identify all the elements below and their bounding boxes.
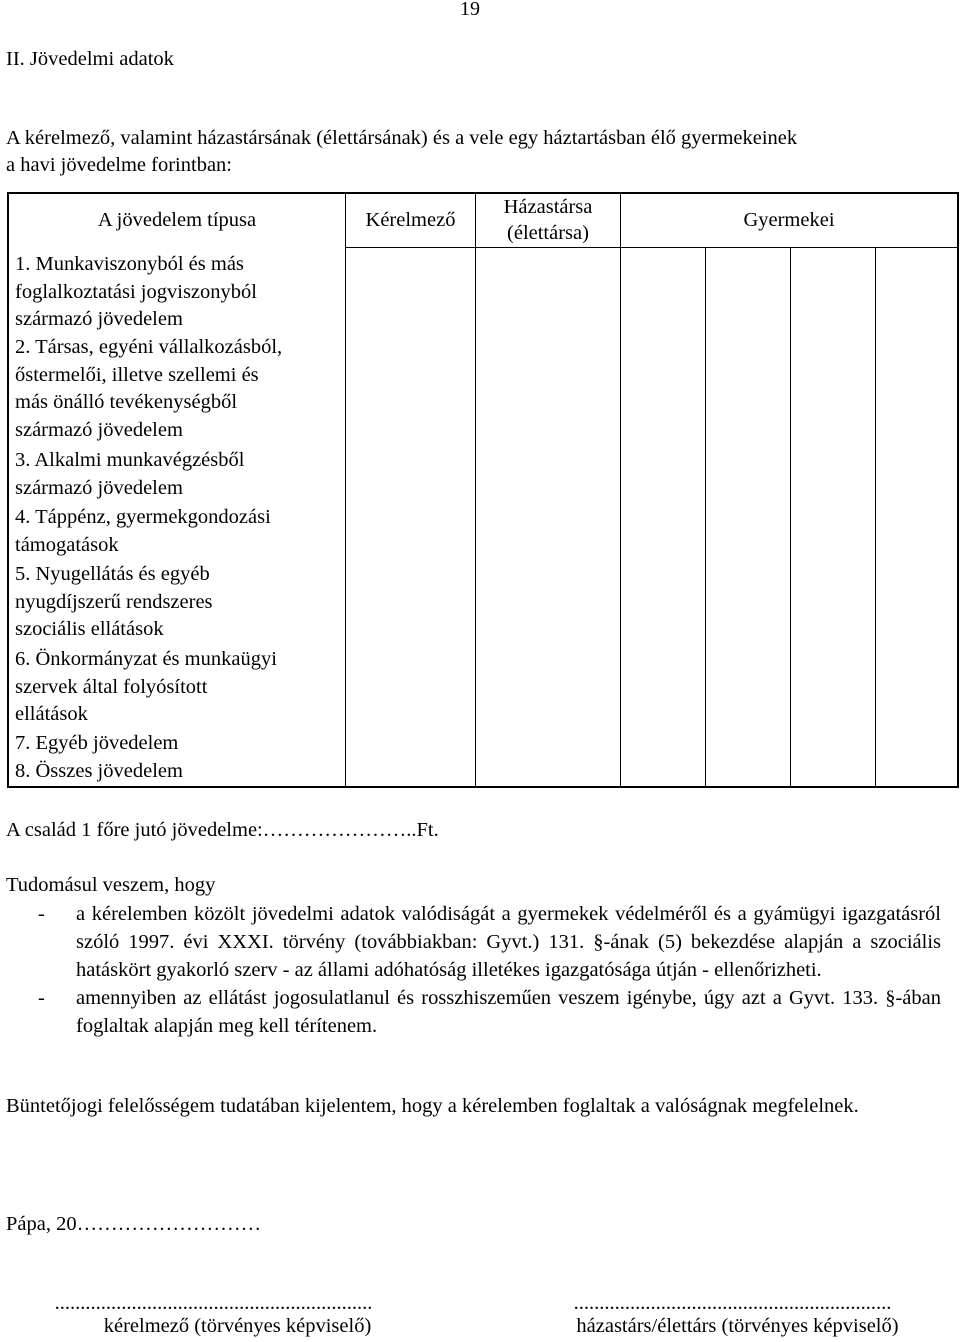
signature-label-applicant: kérelmező (törvényes képviselő) xyxy=(103,1315,372,1337)
signature-line-spouse: .............................................................. xyxy=(573,1292,892,1314)
table-bottom-border xyxy=(7,786,959,788)
signature-line-applicant: .............................................................. xyxy=(54,1292,373,1314)
page-number: 19 xyxy=(460,0,480,20)
acknowledge-list xyxy=(6,900,941,1040)
list-item xyxy=(6,900,941,984)
table-row: 1. Munkaviszonyból és más foglalkoztatási jogviszonyból származó jövedelem xyxy=(15,253,257,330)
intro-text-line-1: A kérelmező, valamint házastársának (élettársának) és a vele egy háztartásban élő gyermekeinek xyxy=(6,127,798,149)
column-divider xyxy=(790,247,791,788)
header-applicant: Kérelmező xyxy=(365,209,456,231)
header-spouse: Házastársa (élettársa) xyxy=(503,196,593,244)
place-date-field: Pápa, 20……………………… xyxy=(6,1213,262,1235)
dash-marker: - xyxy=(38,987,45,1009)
acknowledge-intro: Tudomásul veszem, hogy xyxy=(6,874,216,896)
intro-text-line-2: a havi jövedelme forintban: xyxy=(6,154,232,176)
table-row: 2. Társas, egyéni vállalkozásból, őstermelői, illetve szellemi és más önálló tevékenységből származó jövedelem xyxy=(15,336,283,441)
table-right-border xyxy=(957,192,959,788)
table-left-border xyxy=(7,192,9,788)
table-row: 6. Önkormányzat és munkaügyi szervek által folyósított ellátások xyxy=(15,648,277,725)
column-divider xyxy=(705,247,706,788)
header-bottom-border xyxy=(345,247,959,248)
table-row: 5. Nyugellátás és egyéb nyugdíjszerű rendszeres szociális ellátások xyxy=(15,563,213,640)
dash-marker: - xyxy=(38,903,45,925)
table-row: 4. Táppénz, gyermekgondozási támogatások xyxy=(15,506,271,556)
column-divider xyxy=(475,192,476,788)
list-item xyxy=(6,984,941,1040)
table-row: 7. Egyéb jövedelem xyxy=(15,732,179,754)
list-item-text: amennyiben az ellátást jogosulatlanul és rosszhiszeműen veszem igénybe, úgy azt a Gyvt. 133. §-ában foglaltak alapján meg kell térítenem. xyxy=(76,987,941,1037)
header-children: Gyermekei xyxy=(743,209,835,231)
column-divider xyxy=(620,192,621,788)
section-title: II. Jövedelmi adatok xyxy=(6,48,174,70)
table-row: 8. Összes jövedelem xyxy=(15,760,183,782)
table-row: 3. Alkalmi munkavégzésből származó jövedelem xyxy=(15,449,245,499)
signature-label-spouse: házastárs/élettárs (törvényes képviselő) xyxy=(576,1315,899,1337)
declaration: Büntetőjogi felelősségem tudatában kijelentem, hogy a kérelemben foglaltak a valóságnak megfelelnek. xyxy=(6,1095,859,1117)
list-item-text: a kérelemben közölt jövedelmi adatok valódiságát a gyermekek védelméről és a gyámügyi igazgatásról szóló 1997. évi XXXI. törvény (továbbiakban: Gyvt.) 131. §-ának (5) bekezdése alapján a szociális hatáskört gyakorló szerv - az állami adóhatóság illetékes igazgatósága útján - ellenőrizheti. xyxy=(76,903,941,981)
column-divider xyxy=(345,192,346,788)
header-income-type: A jövedelem típusa xyxy=(97,209,257,231)
per-capita-income: A család 1 főre jutó jövedelme:…………………..Ft. xyxy=(6,819,439,841)
column-divider xyxy=(875,247,876,788)
